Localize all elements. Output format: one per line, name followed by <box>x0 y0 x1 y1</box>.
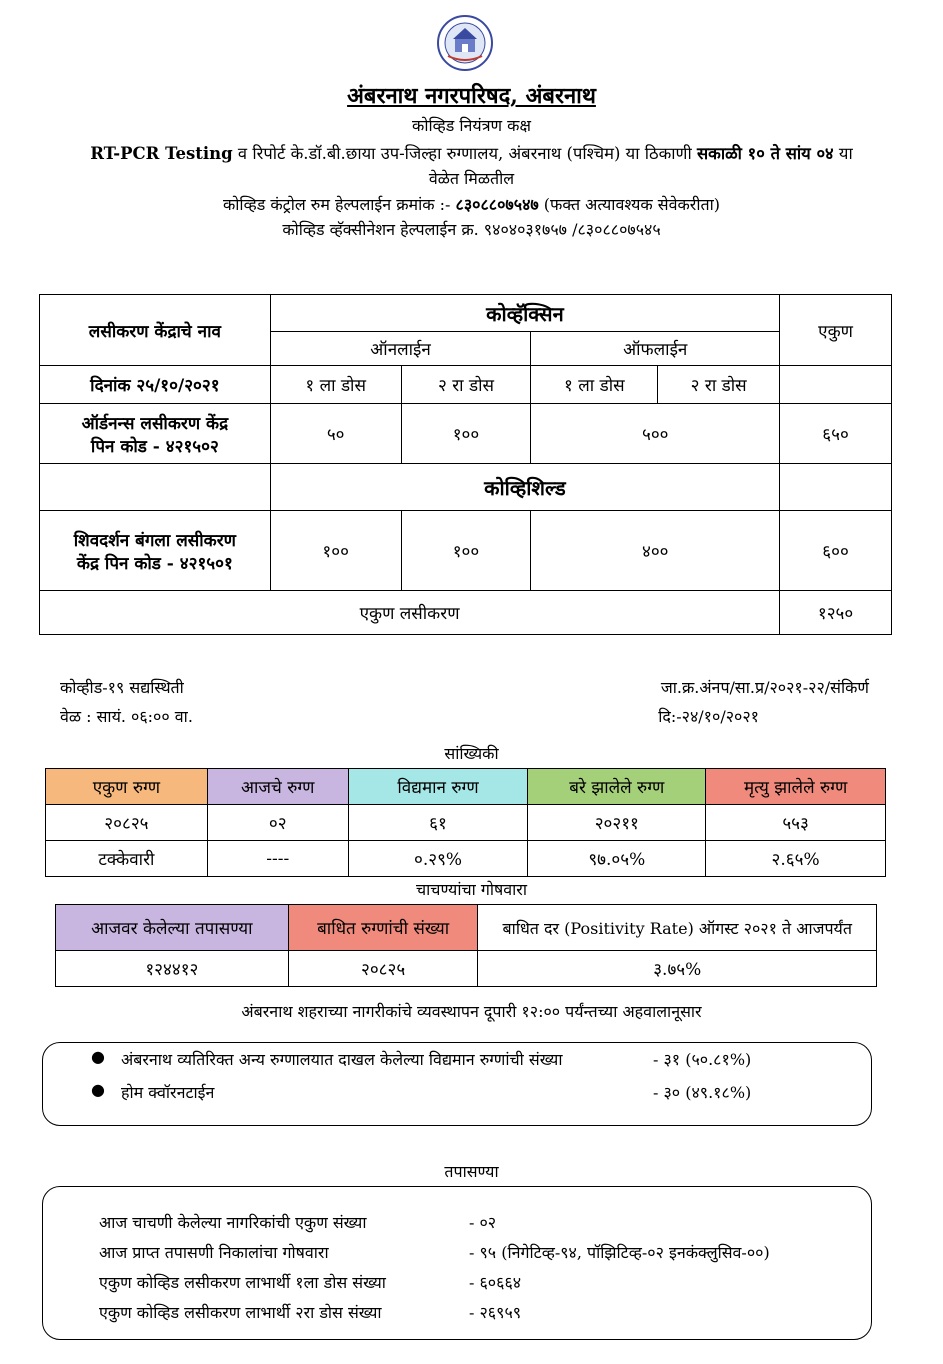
dose2-beneficiaries-value: - २६९५९ <box>469 1303 522 1322</box>
home-quarantine-label: होम क्वॉरनटाईन <box>121 1083 215 1102</box>
stat-header: बरे झालेले रुग्ण <box>528 769 706 805</box>
stat-header: एकुण रुग्ण <box>46 769 208 805</box>
online-header: ऑनलाईन <box>270 332 531 366</box>
municipal-council-logo <box>436 14 494 72</box>
center2-name-line2: केंद्र पिन कोड - ४२१५०१ <box>76 553 233 574</box>
center2-online-dose2: १०० <box>401 511 531 591</box>
bullet-icon: ● <box>91 1047 105 1066</box>
grand-total-value: १२५० <box>780 591 892 635</box>
date-cell: दिनांक २५/१०/२०२१ <box>40 366 271 404</box>
center1-total: ६५० <box>780 404 892 464</box>
center2-total: ६०० <box>780 511 892 591</box>
stat-count: ०२ <box>207 805 348 841</box>
covishield-header: कोव्हिशिल्ड <box>270 464 779 511</box>
dose2-beneficiaries-label: एकुण कोव्हिड लसीकरण लाभार्थी २रा डोस संख्या <box>99 1303 382 1322</box>
rtpcr-location: व रिपोर्ट के.डॉ.बी.छाया उप-जिल्हा रुग्णालय, अंबरनाथ (पश्चिम) या ठिकाणी <box>232 144 698 163</box>
dose1-beneficiaries-value: - ६०६६४ <box>469 1273 522 1292</box>
testing-summary-table <box>55 904 877 987</box>
tests-box <box>42 1186 872 1340</box>
positivity-rate-header: बाधित दर (Positivity Rate) ऑगस्ट २०२१ ते आजपर्यंत <box>478 905 877 951</box>
admitted-patients-label: अंबरनाथ व्यतिरिक्त अन्य रुग्णालयात दाखल केलेल्या विद्यमान रुग्णांची संख्या <box>121 1050 563 1069</box>
rtpcr-info <box>0 141 943 164</box>
bullet-icon: ● <box>91 1080 105 1099</box>
offline-dose1-header: १ ला डोस <box>531 366 658 404</box>
positive-count-header: बाधित रुग्णांची संख्या <box>288 905 478 951</box>
statistics-heading: सांख्यिकी <box>444 744 499 763</box>
rtpcr-info-line2: वेळेत मिळतील <box>428 169 515 188</box>
testing-summary-heading: चाचण्यांचा गोषवारा <box>415 880 527 899</box>
center1-offline: ५०० <box>531 404 780 464</box>
stat-header: मृत्यु झालेले रुग्ण <box>706 769 886 805</box>
results-summary-label: आज प्राप्त तपासणी निकालांचा गोषवारा <box>99 1243 329 1262</box>
center1-name-line1: ऑर्डनन्स लसीकरण केंद्र <box>81 413 229 434</box>
stat-header: विद्यमान रुग्ण <box>348 769 528 805</box>
center2-name <box>40 511 271 591</box>
management-box <box>42 1042 872 1126</box>
management-heading: अंबरनाथ शहराच्या नागरीकांचे व्यवस्थापन दूपारी १२:०० पर्यंन्तच्या अहवालानूसार <box>241 1002 702 1021</box>
stat-percent: ९७.०५% <box>528 841 706 877</box>
positivity-rate-value: ३.७५% <box>478 951 877 987</box>
reference-date: दि:-२४/१०/२०२१ <box>658 707 759 726</box>
empty-cell <box>40 464 271 511</box>
tests-done-header: आजवर केलेल्या तपासण्या <box>56 905 289 951</box>
center1-name-line2: पिन कोड - ४२१५०२ <box>90 436 219 457</box>
admitted-patients-value: - ३१ (५०.८१%) <box>653 1050 752 1069</box>
covid-status-label: कोव्हीड-१९ सद्यस्थिती <box>60 678 184 697</box>
statistics-table <box>45 768 886 877</box>
tests-today-label: आज चाचणी केलेल्या नागरिकांची एकुण संख्या <box>99 1213 367 1232</box>
results-summary-value: - ९५ (निगेटिव्ह-९४, पॉझिटिव्ह-०२ इनकंक्लुसिव-००) <box>469 1243 770 1262</box>
page-subtitle: कोव्हिड नियंत्रण कक्ष <box>412 116 531 135</box>
center1-name <box>40 404 271 464</box>
stat-percent: २.६५% <box>706 841 886 877</box>
online-dose1-header: १ ला डोस <box>270 366 401 404</box>
rtpcr-timing: सकाळी १० ते सांय ०४ <box>697 144 834 163</box>
stat-percent: ---- <box>207 841 348 877</box>
center1-online-dose2: १०० <box>401 404 531 464</box>
vaccination-table <box>39 294 892 635</box>
tests-done-value: १२४४१२ <box>56 951 289 987</box>
covaxin-header: कोव्हॅक्सिन <box>270 295 779 332</box>
helpline-note: (फक्त अत्यावश्यक सेवेकरीता) <box>538 195 720 214</box>
stat-count: ६१ <box>348 805 528 841</box>
home-quarantine-value: - ३० (४९.१८%) <box>653 1083 752 1102</box>
stat-count: २०२११ <box>528 805 706 841</box>
center-name-header: लसीकरण केंद्राचे नाव <box>40 295 271 366</box>
empty-cell <box>780 366 892 404</box>
stat-percent: ०.२९% <box>348 841 528 877</box>
stat-header: आजचे रुग्ण <box>207 769 348 805</box>
tests-heading: तपासण्या <box>444 1162 499 1181</box>
stat-count: ५५३ <box>706 805 886 841</box>
control-room-helpline <box>0 193 943 215</box>
tests-today-value: - ०२ <box>469 1213 497 1232</box>
percent-label: टक्केवारी <box>46 841 208 877</box>
vaccination-helpline: कोव्हिड व्हॅक्सीनेशन हेल्पलाईन क्र. ९४०४०३१७५७ /८३०८८०७५४५ <box>282 220 661 239</box>
grand-total-label: एकुण लसीकरण <box>40 591 780 635</box>
center2-online-dose1: १०० <box>270 511 401 591</box>
center2-offline: ४०० <box>531 511 780 591</box>
offline-dose2-header: २ रा डोस <box>658 366 780 404</box>
center2-name-line1: शिवदर्शन बंगला लसीकरण <box>73 530 236 551</box>
empty-cell <box>780 464 892 511</box>
rtpcr-suffix: या <box>833 144 853 163</box>
reference-number: जा.क्र.अंनप/सा.प्र/२०२१-२२/संकिर्ण <box>660 678 869 697</box>
helpline-number: ८३०८८०७५४७ <box>455 195 539 214</box>
stat-count: २०८२५ <box>46 805 208 841</box>
center1-online-dose1: ५० <box>270 404 401 464</box>
dose1-beneficiaries-label: एकुण कोव्हिड लसीकरण लाभार्थी १ला डोस संख्या <box>99 1273 386 1292</box>
online-dose2-header: २ रा डोस <box>401 366 531 404</box>
rtpcr-label: RT-PCR Testing <box>90 144 233 163</box>
helpline-label: कोव्हिड कंट्रोल रुम हेल्पलाईन क्रमांक :- <box>223 195 456 214</box>
status-time: वेळ : सायं. ०६:०० वा. <box>60 707 193 726</box>
offline-header: ऑफलाईन <box>531 332 780 366</box>
total-header: एकुण <box>780 295 892 366</box>
page-title: अंबरनाथ नगरपरिषद, अंबरनाथ <box>347 83 596 109</box>
positive-count-value: २०८२५ <box>288 951 478 987</box>
